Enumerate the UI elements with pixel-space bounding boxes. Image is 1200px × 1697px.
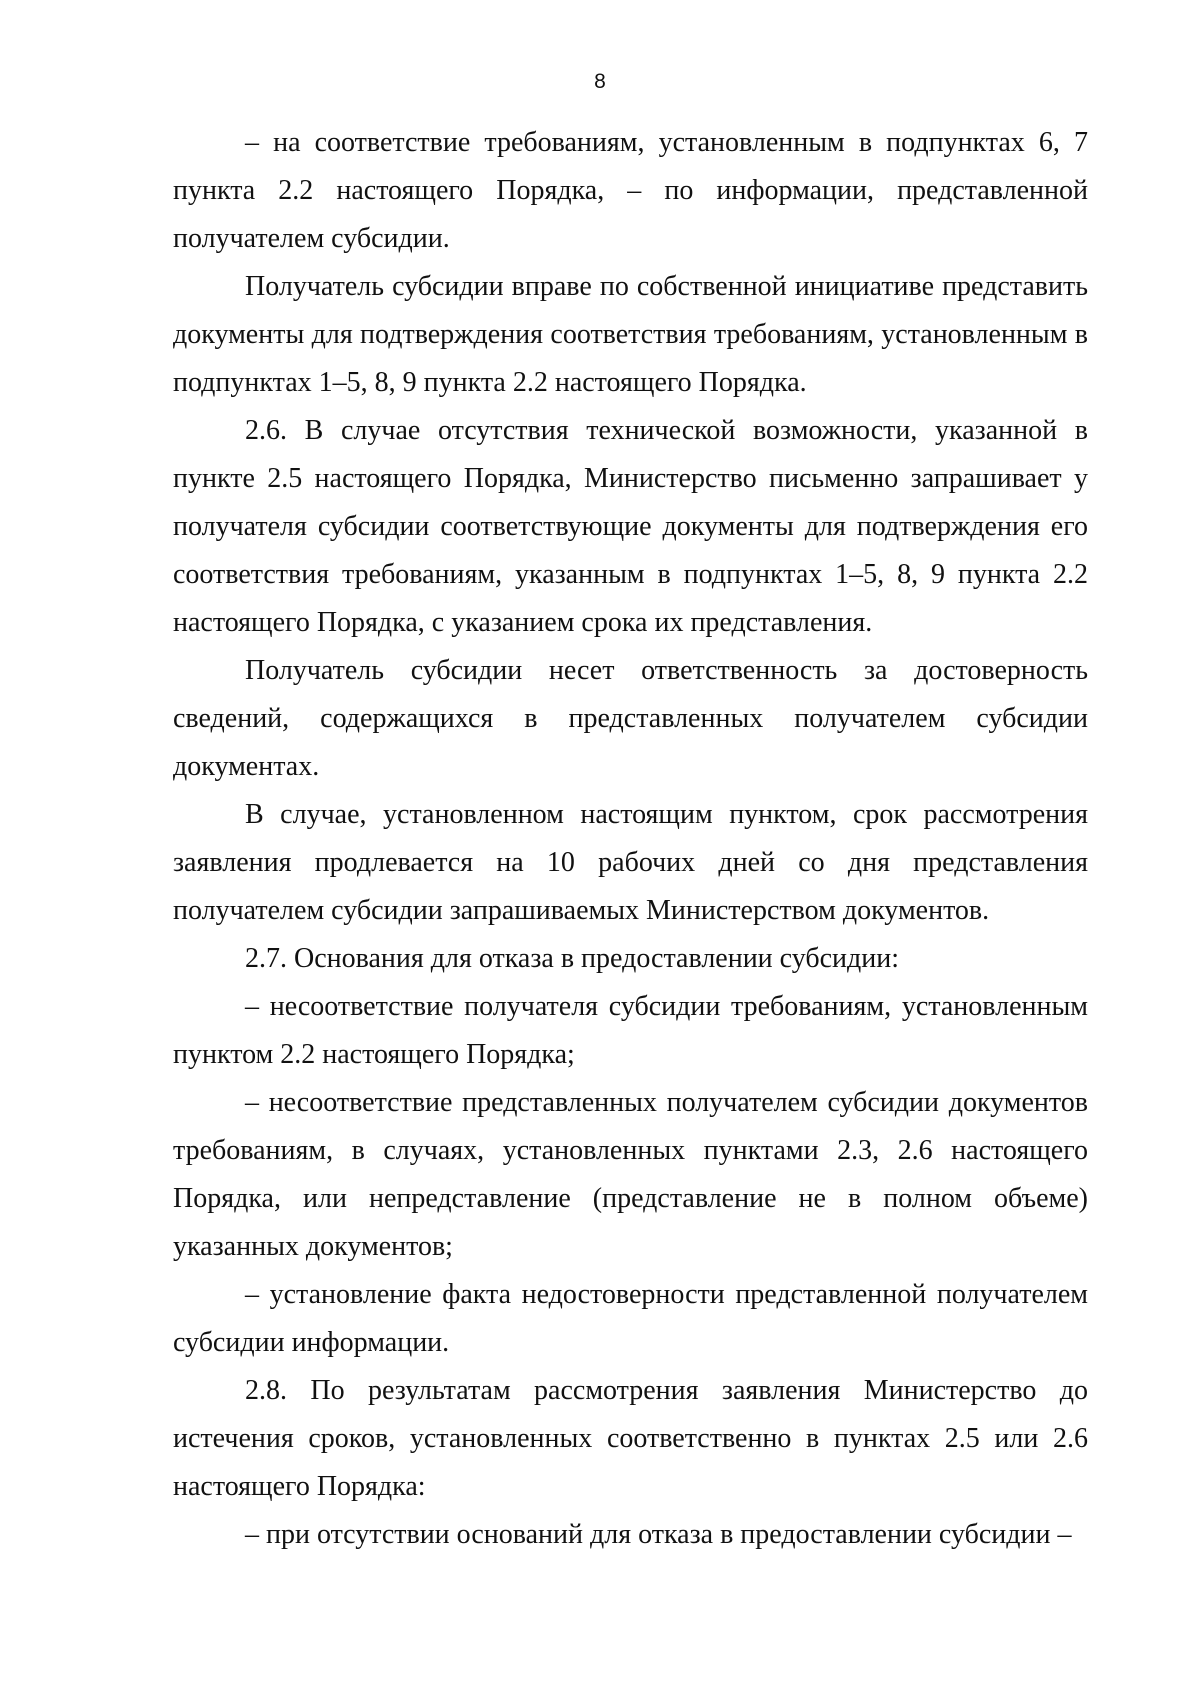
paragraph-requirements-6-7: – на соответствие требованиям, установленным в подпунктах 6, 7 пункта 2.2 настоящего Порядка, – по информации, представленной получателем субсидии.: [173, 127, 1088, 254]
page-number: 8: [594, 70, 606, 93]
list-item-no-grounds-for-refusal: – при отсутствии оснований для отказа в предоставлении субсидии –: [245, 1519, 1072, 1550]
paragraph-recipient-initiative: Получатель субсидии вправе по собственной инициативе представить документы для подтверждения соответствия требованиям, установленным в подпунктах 1–5, 8, 9 пункта 2.2 настоящего Порядка.: [173, 271, 1088, 398]
paragraph-2-7: 2.7. Основания для отказа в предоставлении субсидии:: [245, 943, 900, 974]
paragraph-review-extension: В случае, установленном настоящим пунктом, срок рассмотрения заявления продлевается на 10 рабочих дней со дня представления получателем субсидии запрашиваемых Министерством документов.: [173, 799, 1088, 926]
list-item-false-information: – установление факта недостоверности представленной получателем субсидии информации.: [173, 1279, 1088, 1358]
list-item-noncompliance-documents: – несоответствие представленных получателем субсидии документов требованиям, в случаях, установленных пунктами 2.3, 2.6 настоящего Порядка, или непредставление (представление не в полном объеме) указанных документов;: [173, 1087, 1088, 1262]
paragraph-2-8: 2.8. По результатам рассмотрения заявления Министерство до истечения сроков, установленных соответственно в пунктах 2.5 или 2.6 настоящего Порядка:: [173, 1375, 1088, 1502]
paragraph-2-6: 2.6. В случае отсутствия технической возможности, указанной в пункте 2.5 настоящего Порядка, Министерство письменно запрашивает у получателя субсидии соответствующие документы для подтверждения его соответствия требованиям, указанным в подпунктах 1–5, 8, 9 пункта 2.2 настоящего Порядка, с указанием срока их представления.: [173, 415, 1088, 638]
document-body: [173, 119, 1088, 1559]
paragraph-recipient-responsibility: Получатель субсидии несет ответственность за достоверность сведений, содержащихся в представленных получателем субсидии документах.: [173, 655, 1088, 782]
list-item-noncompliance-recipient: – несоответствие получателя субсидии требованиям, установленным пунктом 2.2 настоящего Порядка;: [173, 991, 1088, 1070]
